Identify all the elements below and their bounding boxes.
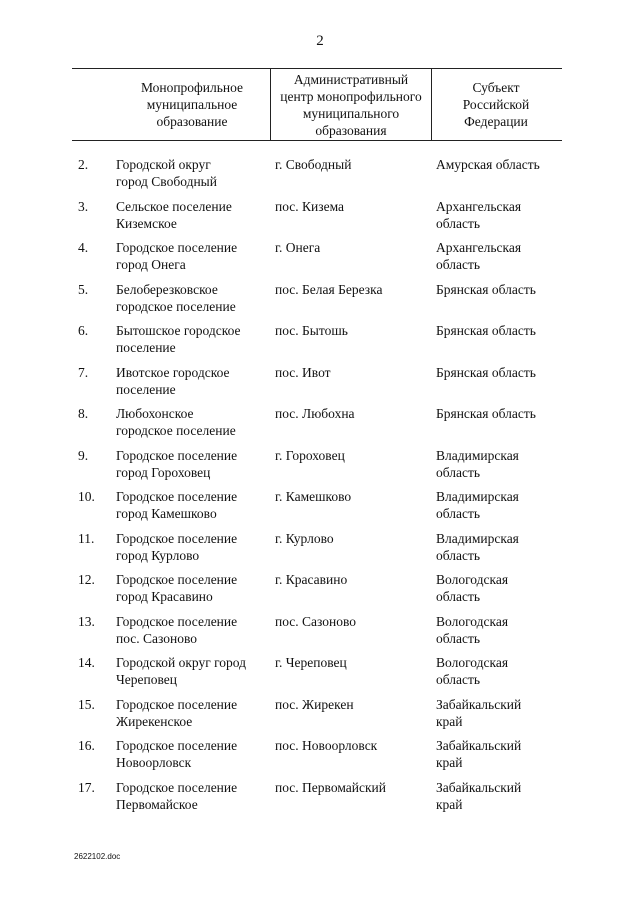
row-number: 12. [78,572,95,587]
table-row [0,737,640,779]
admin-center-name: г. Гороховец [275,447,345,463]
table-row [0,447,640,489]
municipality-name: Городской округ город Череповец [116,655,247,687]
admin-center-name: пос. Жирекен [275,696,354,712]
table-body [0,156,640,820]
federal-subject-name: Владимирская область [436,447,519,480]
document-filename: 2622102.doc [74,852,121,861]
table-row [0,779,640,821]
row-number: 10. [78,489,95,504]
federal-subject-name: Владимирская область [436,489,519,521]
table-row [0,613,640,655]
row-number: 7. [78,364,89,380]
municipality-name: Бытошское городское поселение [116,323,241,355]
municipality-name: Городское поселение город Курлово [116,530,238,563]
municipality-name: Городское поселение Жирекенское [116,696,238,729]
municipality-name: Городское поселение Новоорловск [116,738,238,770]
admin-center-name: пос. Ивот [275,364,331,380]
federal-subject-name: Брянская область [436,281,536,297]
table-row [0,571,640,613]
admin-center-name: пос. Новоорловск [275,738,378,753]
row-number: 4. [78,240,89,255]
header-subject: Субъект Российской Федерации [462,80,530,129]
table-row [0,281,640,323]
admin-center-name: г. Красавино [275,572,348,587]
federal-subject-name: Брянская область [436,406,536,421]
federal-subject-name: Архангельская область [436,240,522,272]
admin-center-name: г. Онега [275,240,321,255]
admin-center-name: пос. Белая Березка [275,281,383,297]
row-number: 16. [78,738,95,753]
header-municipality: Монопрофильное муниципальное образование [140,80,244,129]
municipality-name: Городское поселение город Камешково [116,489,238,521]
header-admin-center: Административный центр монопрофильного муниципального образования [270,69,432,140]
page-number: 2 [316,33,324,49]
table-row [0,696,640,738]
table-row [0,530,640,572]
admin-center-name: г. Курлово [275,530,334,546]
federal-subject-name: Владимирская область [436,530,519,563]
admin-center-name: пос. Первомайский [275,779,386,795]
table-row [0,322,640,364]
row-number: 17. [78,779,95,795]
row-number: 14. [78,655,95,670]
federal-subject-name: Вологодская область [436,655,509,687]
table-row [0,198,640,240]
admin-center-name: г. Череповец [275,655,347,670]
federal-subject-name: Архангельская область [436,198,522,231]
municipality-name: Городское поселение пос. Сазоново [116,613,238,646]
row-number: 3. [78,198,89,214]
row-number: 15. [78,696,95,712]
municipality-name: Ивотское городское поселение [116,364,230,397]
admin-center-name: г. Свободный [275,157,352,172]
row-number: 6. [78,323,89,338]
municipality-name: Любохонское городское поселение [116,406,236,438]
federal-subject-name: Брянская область [436,364,536,380]
admin-center-name: пос. Сазоново [275,613,357,629]
federal-subject-name: Забайкальский край [436,738,522,770]
table-row [0,239,640,281]
municipality-name: Городское поселение Первомайское [116,779,238,812]
table-row [0,156,640,198]
table-row [0,654,640,696]
admin-center-name: пос. Кизема [275,198,345,214]
row-number: 11. [78,530,95,546]
row-number: 9. [78,447,89,463]
federal-subject-name: Вологодская область [436,572,509,604]
admin-center-name: пос. Бытошь [275,323,348,338]
municipality-name: Сельское поселение Киземское [116,198,232,231]
row-number: 13. [78,613,95,629]
row-number: 8. [78,406,89,421]
municipality-name: Городское поселение город Гороховец [116,447,238,480]
municipality-name: Белоберезковское городское поселение [116,281,236,314]
admin-center-name: г. Камешково [275,489,352,504]
municipality-name: Городской округ город Свободный [116,157,217,189]
federal-subject-name: Брянская область [436,323,536,338]
federal-subject-name: Вологодская область [436,613,509,646]
federal-subject-name: Забайкальский край [436,696,522,729]
table-header [72,68,562,141]
admin-center-name: пос. Любохна [275,406,355,421]
federal-subject-name: Амурская область [436,157,540,172]
municipality-name: Городское поселение город Красавино [116,572,238,604]
row-number: 2. [78,157,89,172]
row-number: 5. [78,281,89,297]
table-row [0,405,640,447]
federal-subject-name: Забайкальский край [436,779,522,812]
table-row [0,364,640,406]
municipality-name: Городское поселение город Онега [116,240,238,272]
table-row [0,488,640,530]
